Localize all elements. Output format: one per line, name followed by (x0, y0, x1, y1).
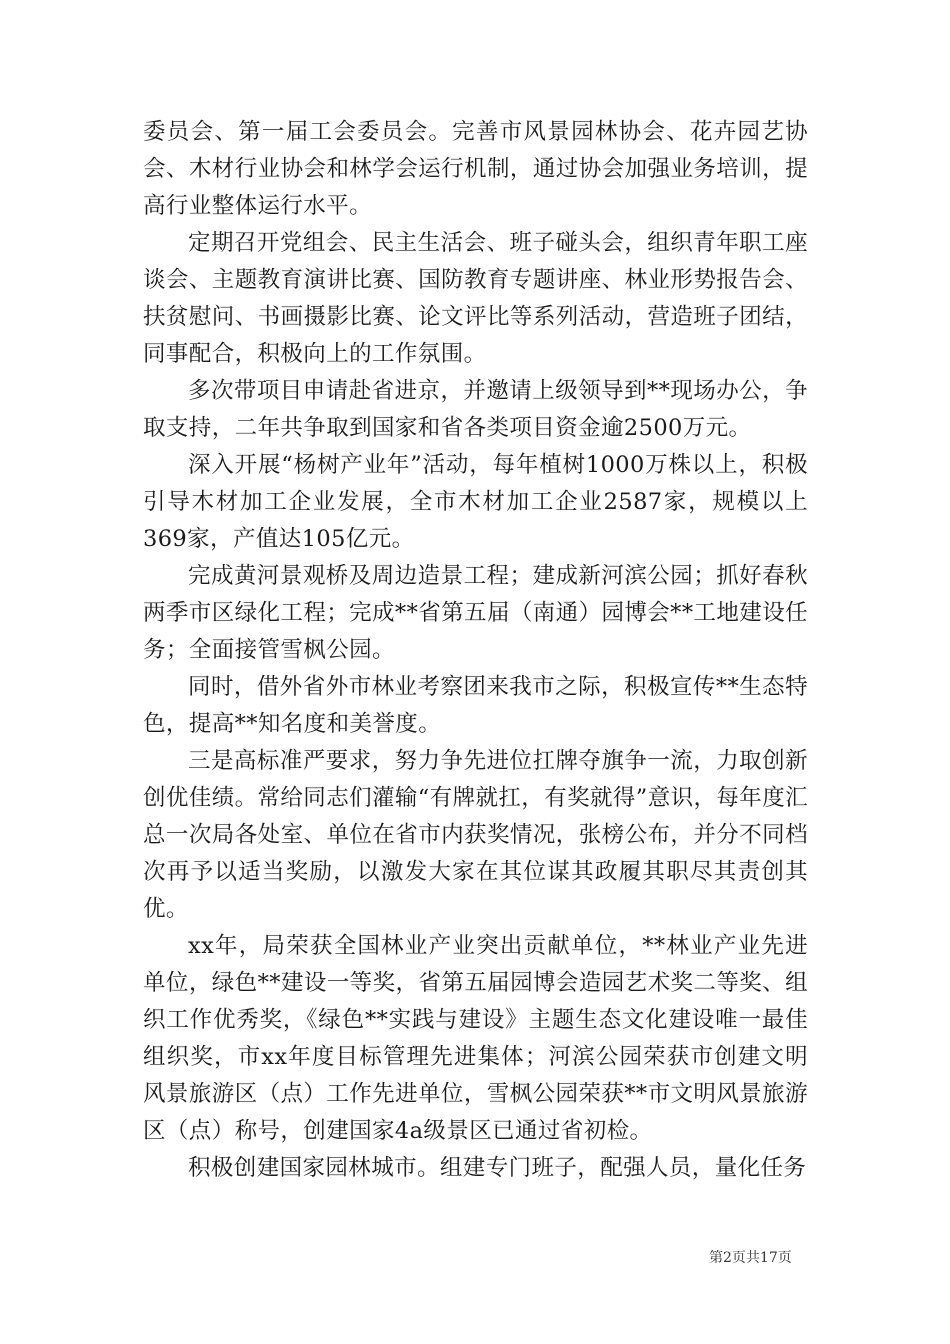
document-body (143, 114, 808, 1187)
paragraph-3: 多次带项目申请赴省进京，并邀请上级领导到**现场办公，争取支持，二年共争取到国家和省各类项目资金逾2500万元。 (143, 378, 808, 441)
paragraph-8: xx年，局荣获全国林业产业突出贡献单位，**林业产业先进单位，绿色**建设一等奖，省第五届园博会造园艺术奖二等奖、组织工作优秀奖，《绿色**实践与建设》主题生态文化建设唯一最佳组织奖，市xx年度目标管理先进集体；河滨公园荣获市创建文明风景旅游区（点）工作先进单位，雪枫公园荣获**市文明风景旅游区（点）称号，创建国家4a级景区已通过省初检。 (143, 933, 808, 1144)
paragraph-2: 定期召开党组会、民主生活会、班子碰头会，组织青年职工座谈会、主题教育演讲比赛、国防教育专题讲座、林业形势报告会、扶贫慰问、书画摄影比赛、论文评比等系列活动，营造班子团结，同事配合，积极向上的工作氛围。 (143, 230, 808, 367)
page-number: 第2页共17页 (709, 1250, 792, 1266)
paragraph-4: 深入开展“杨树产业年”活动，每年植树1000万株以上，积极引导木材加工企业发展，全市木材加工企业2587家，规模以上369家，产值达105亿元。 (143, 452, 808, 552)
paragraph-6: 同时，借外省外市林业考察团来我市之际，积极宣传**生态特色，提高**知名度和美誉度。 (143, 674, 808, 737)
paragraph-9: 积极创建国家园林城市。组建专门班子，配强人员，量化任务 (188, 1155, 807, 1181)
paragraph-7: 三是高标准严要求，努力争先进位扛牌夺旗争一流，力取创新创优佳绩。常给同志们灌输“有牌就扛，有奖就得”意识，每年度汇总一次局各处室、单位在省市内获奖情况，张榜公布，并分不同档次再予以适当奖励，以激发大家在其位谋其政履其职尽其责创其优。 (143, 748, 809, 922)
paragraph-5: 完成黄河景观桥及周边造景工程；建成新河滨公园；抓好春秋两季市区绿化工程；完成**省第五届（南通）园博会**工地建设任务；全面接管雪枫公园。 (143, 563, 808, 663)
paragraph-1: 委员会、第一届工会委员会。完善市风景园林协会、花卉园艺协会、木材行业协会和林学会运行机制，通过协会加强业务培训，提高行业整体运行水平。 (143, 119, 808, 219)
